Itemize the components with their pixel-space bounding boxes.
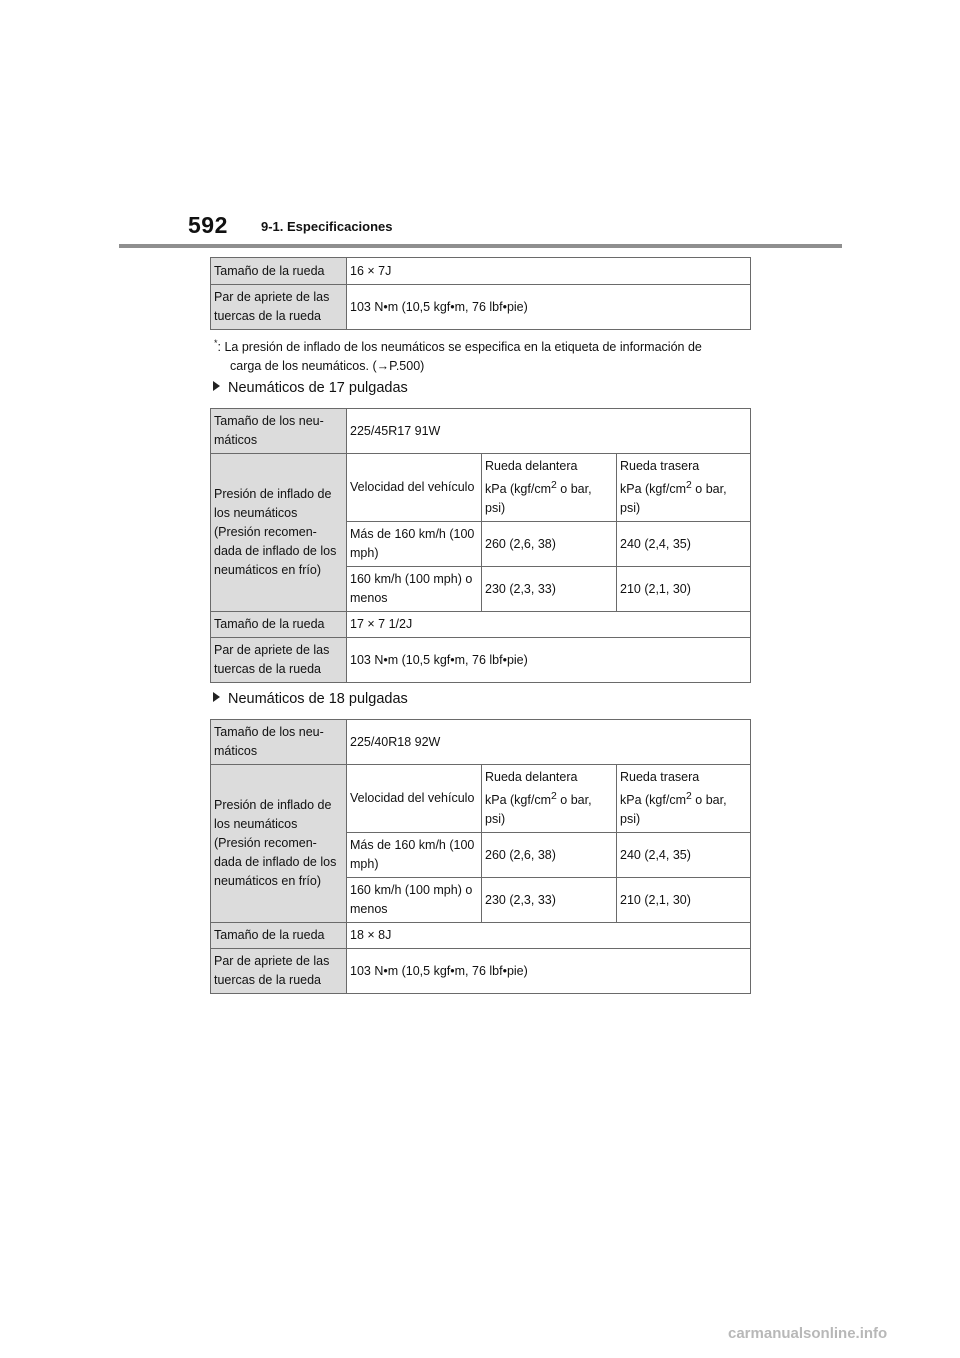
rear-pressure-cell: 240 (2,4, 35) <box>617 833 751 878</box>
unit-psi: psi) <box>620 501 641 516</box>
unit-pre: kPa (kgf/cm <box>485 793 551 808</box>
rear-wheel-header <box>617 765 751 833</box>
pressure-label: Presión de inflado de los neumáticos (Presión recomen-dada de inflado de los neumáticos en frío) <box>211 454 347 612</box>
rear-wheel-header <box>617 454 751 522</box>
unit-pre: kPa (kgf/cm <box>485 482 551 497</box>
footnote-line-2: carga de los neumáticos. (→P.500) <box>230 359 425 374</box>
unit-pre: kPa (kgf/cm <box>620 482 686 497</box>
table-row <box>211 923 751 949</box>
wheel-size-label: Tamaño de la rueda <box>211 612 347 638</box>
torque-value: 103 N•m (10,5 kgf•m, 76 lbf•pie) <box>347 638 751 683</box>
front-header-title: Rueda delantera <box>485 769 578 784</box>
unit-label <box>620 787 747 810</box>
tire-table-17in <box>210 408 751 683</box>
front-header-title: Rueda delantera <box>485 458 578 473</box>
rear-header-title: Rueda trasera <box>620 458 700 473</box>
page-number: 592 <box>188 212 228 238</box>
footnote-line-1: : La presión de inflado de los neumáticos se especifica en la etiqueta de información de <box>217 340 702 355</box>
unit-label <box>485 787 613 810</box>
unit-sup: 2 <box>551 479 557 491</box>
tire-size-value: 225/40R18 92W <box>347 720 751 765</box>
rear-pressure-cell: 210 (2,1, 30) <box>617 878 751 923</box>
unit-post: o bar, <box>556 482 592 497</box>
table-row <box>211 949 751 994</box>
front-wheel-header <box>482 454 617 522</box>
section-heading-18in <box>213 691 408 707</box>
front-wheel-header <box>482 765 617 833</box>
wheel-size-value: 17 × 7 1/2J <box>347 612 751 638</box>
unit-post: o bar, <box>556 793 592 808</box>
triangle-bullet-icon <box>213 381 220 391</box>
heading-text: Neumáticos de 18 pulgadas <box>228 691 408 707</box>
torque-value: 103 N•m (10,5 kgf•m, 76 lbf•pie) <box>347 949 751 994</box>
tire-size-value: 225/45R17 91W <box>347 409 751 454</box>
rear-header-title: Rueda trasera <box>620 769 700 784</box>
footnote <box>214 334 734 376</box>
wheel-size-value: 18 × 8J <box>347 923 751 949</box>
speed-cell: 160 km/h (100 mph) o menos <box>347 878 482 923</box>
triangle-bullet-icon <box>213 692 220 702</box>
footnote-mark: * <box>214 338 218 348</box>
wheel-size-label: Tamaño de la rueda <box>211 258 347 285</box>
unit-label <box>485 476 613 499</box>
header-divider <box>119 244 842 248</box>
pressure-label: Presión de inflado de los neumáticos (Presión recomen-dada de inflado de los neumáticos en frío) <box>211 765 347 923</box>
section-heading-17in <box>213 380 408 396</box>
watermark: carmanualsonline.info <box>728 1325 888 1342</box>
speed-header: Velocidad del vehículo <box>347 765 482 833</box>
table-row <box>211 454 751 522</box>
unit-sup: 2 <box>551 790 557 802</box>
unit-sup: 2 <box>686 479 692 491</box>
table-row <box>211 258 751 285</box>
table-row <box>211 765 751 833</box>
torque-value: 103 N•m (10,5 kgf•m, 76 lbf•pie) <box>347 285 751 330</box>
front-pressure-cell: 230 (2,3, 33) <box>482 567 617 612</box>
tire-size-label: Tamaño de los neu-máticos <box>211 720 347 765</box>
table-row <box>211 720 751 765</box>
torque-label: Par de apriete de las tuercas de la rueda <box>211 285 347 330</box>
unit-pre: kPa (kgf/cm <box>620 793 686 808</box>
tire-table-18in <box>210 719 751 994</box>
section-title: 9-1. Especificaciones <box>261 219 393 234</box>
front-pressure-cell: 260 (2,6, 38) <box>482 833 617 878</box>
tire-size-label: Tamaño de los neu-máticos <box>211 409 347 454</box>
speed-cell: Más de 160 km/h (100 mph) <box>347 522 482 567</box>
torque-label: Par de apriete de las tuercas de la rueda <box>211 638 347 683</box>
unit-post: o bar, <box>691 793 727 808</box>
wheel-table-16in <box>210 257 751 330</box>
rear-pressure-cell: 240 (2,4, 35) <box>617 522 751 567</box>
table-row <box>211 638 751 683</box>
speed-cell: 160 km/h (100 mph) o menos <box>347 567 482 612</box>
unit-label <box>620 476 747 499</box>
torque-label: Par de apriete de las tuercas de la rueda <box>211 949 347 994</box>
table-row <box>211 285 751 330</box>
unit-sup: 2 <box>686 790 692 802</box>
rear-pressure-cell: 210 (2,1, 30) <box>617 567 751 612</box>
unit-post: o bar, <box>691 482 727 497</box>
wheel-size-label: Tamaño de la rueda <box>211 923 347 949</box>
table-row <box>211 409 751 454</box>
front-pressure-cell: 230 (2,3, 33) <box>482 878 617 923</box>
table-row <box>211 612 751 638</box>
unit-psi: psi) <box>620 812 641 827</box>
heading-text: Neumáticos de 17 pulgadas <box>228 380 408 396</box>
unit-psi: psi) <box>485 812 506 827</box>
wheel-size-value: 16 × 7J <box>347 258 751 285</box>
speed-header: Velocidad del vehículo <box>347 454 482 522</box>
unit-psi: psi) <box>485 501 506 516</box>
speed-cell: Más de 160 km/h (100 mph) <box>347 833 482 878</box>
front-pressure-cell: 260 (2,6, 38) <box>482 522 617 567</box>
